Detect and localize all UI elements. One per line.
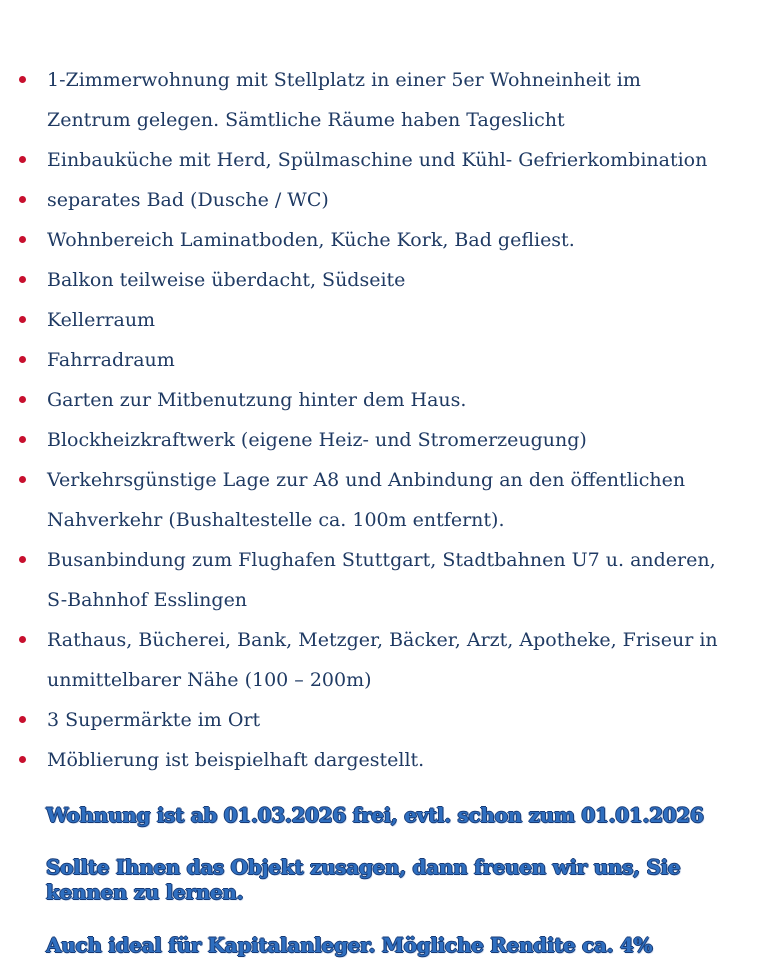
- list-item: [0, 180, 766, 220]
- list-item-line: unmittelbarer Nähe (100 – 200m): [47, 669, 372, 691]
- list-item: [0, 300, 766, 340]
- list-item: [0, 340, 766, 380]
- bullet-icon: [19, 756, 26, 763]
- list-item-line: 1-Zimmerwohnung mit Stellplatz in einer 5er Wohneinheit im: [47, 69, 641, 91]
- availability-note: Wohnung ist ab 01.03.2026 frei, evtl. schon zum 01.01.2026: [46, 803, 704, 827]
- list-item-line: Kellerraum: [47, 309, 156, 331]
- feature-list: [0, 60, 766, 780]
- list-item-line: Busanbindung zum Flughafen Stuttgart, Stadtbahnen U7 u. anderen,: [47, 549, 716, 571]
- list-item: [0, 220, 766, 260]
- list-item: [0, 380, 766, 420]
- list-item-line: Nahverkehr (Bushaltestelle ca. 100m entfernt).: [47, 509, 505, 531]
- bullet-icon: [19, 636, 26, 643]
- list-item: [0, 460, 766, 540]
- list-item: [0, 540, 766, 620]
- list-item-line: Balkon teilweise überdacht, Südseite: [47, 269, 406, 291]
- bullet-icon: [19, 236, 26, 243]
- list-item-line: Einbauküche mit Herd, Spülmaschine und Kühl- Gefrierkombination: [47, 149, 708, 171]
- bullet-icon: [19, 316, 26, 323]
- bullet-icon: [19, 556, 26, 563]
- list-item-line: separates Bad (Dusche / WC): [47, 189, 329, 211]
- bullet-icon: [19, 156, 26, 163]
- list-item-line: Fahrradraum: [47, 349, 175, 371]
- list-item-line: Wohnbereich Laminatboden, Küche Kork, Bad gefliest.: [47, 229, 575, 251]
- bullet-icon: [19, 76, 26, 83]
- bullet-icon: [19, 196, 26, 203]
- list-item-line: Garten zur Mitbenutzung hinter dem Haus.: [47, 389, 467, 411]
- list-item-line: Zentrum gelegen. Sämtliche Räume haben Tageslicht: [47, 109, 565, 131]
- list-item: [0, 60, 766, 140]
- list-item-line: Verkehrsgünstige Lage zur A8 und Anbindung an den öffentlichen: [47, 469, 686, 491]
- list-item: [0, 260, 766, 300]
- bullet-icon: [19, 716, 26, 723]
- list-item: [0, 740, 766, 780]
- list-item: [0, 620, 766, 700]
- list-item-line: Möblierung ist beispielhaft dargestellt.: [47, 749, 425, 771]
- bullet-icon: [19, 476, 26, 483]
- list-item-line: 3 Supermärkte im Ort: [47, 709, 261, 731]
- list-item-line: S-Bahnhof Esslingen: [47, 589, 248, 611]
- list-item-line: Blockheizkraftwerk (eigene Heiz- und Stromerzeugung): [47, 429, 587, 451]
- bullet-icon: [19, 356, 26, 363]
- list-item: [0, 420, 766, 460]
- bullet-icon: [19, 396, 26, 403]
- list-item: [0, 140, 766, 180]
- investor-note: Auch ideal für Kapitalanleger. Mögliche Rendite ca. 4%: [46, 933, 653, 957]
- list-item: [0, 700, 766, 740]
- bullet-icon: [19, 276, 26, 283]
- bullet-icon: [19, 436, 26, 443]
- list-item-line: Rathaus, Bücherei, Bank, Metzger, Bäcker, Arzt, Apotheke, Friseur in: [47, 629, 718, 651]
- invitation-note: Sollte Ihnen das Objekt zusagen, dann freuen wir uns, Sie kennen zu lernen.: [46, 855, 681, 904]
